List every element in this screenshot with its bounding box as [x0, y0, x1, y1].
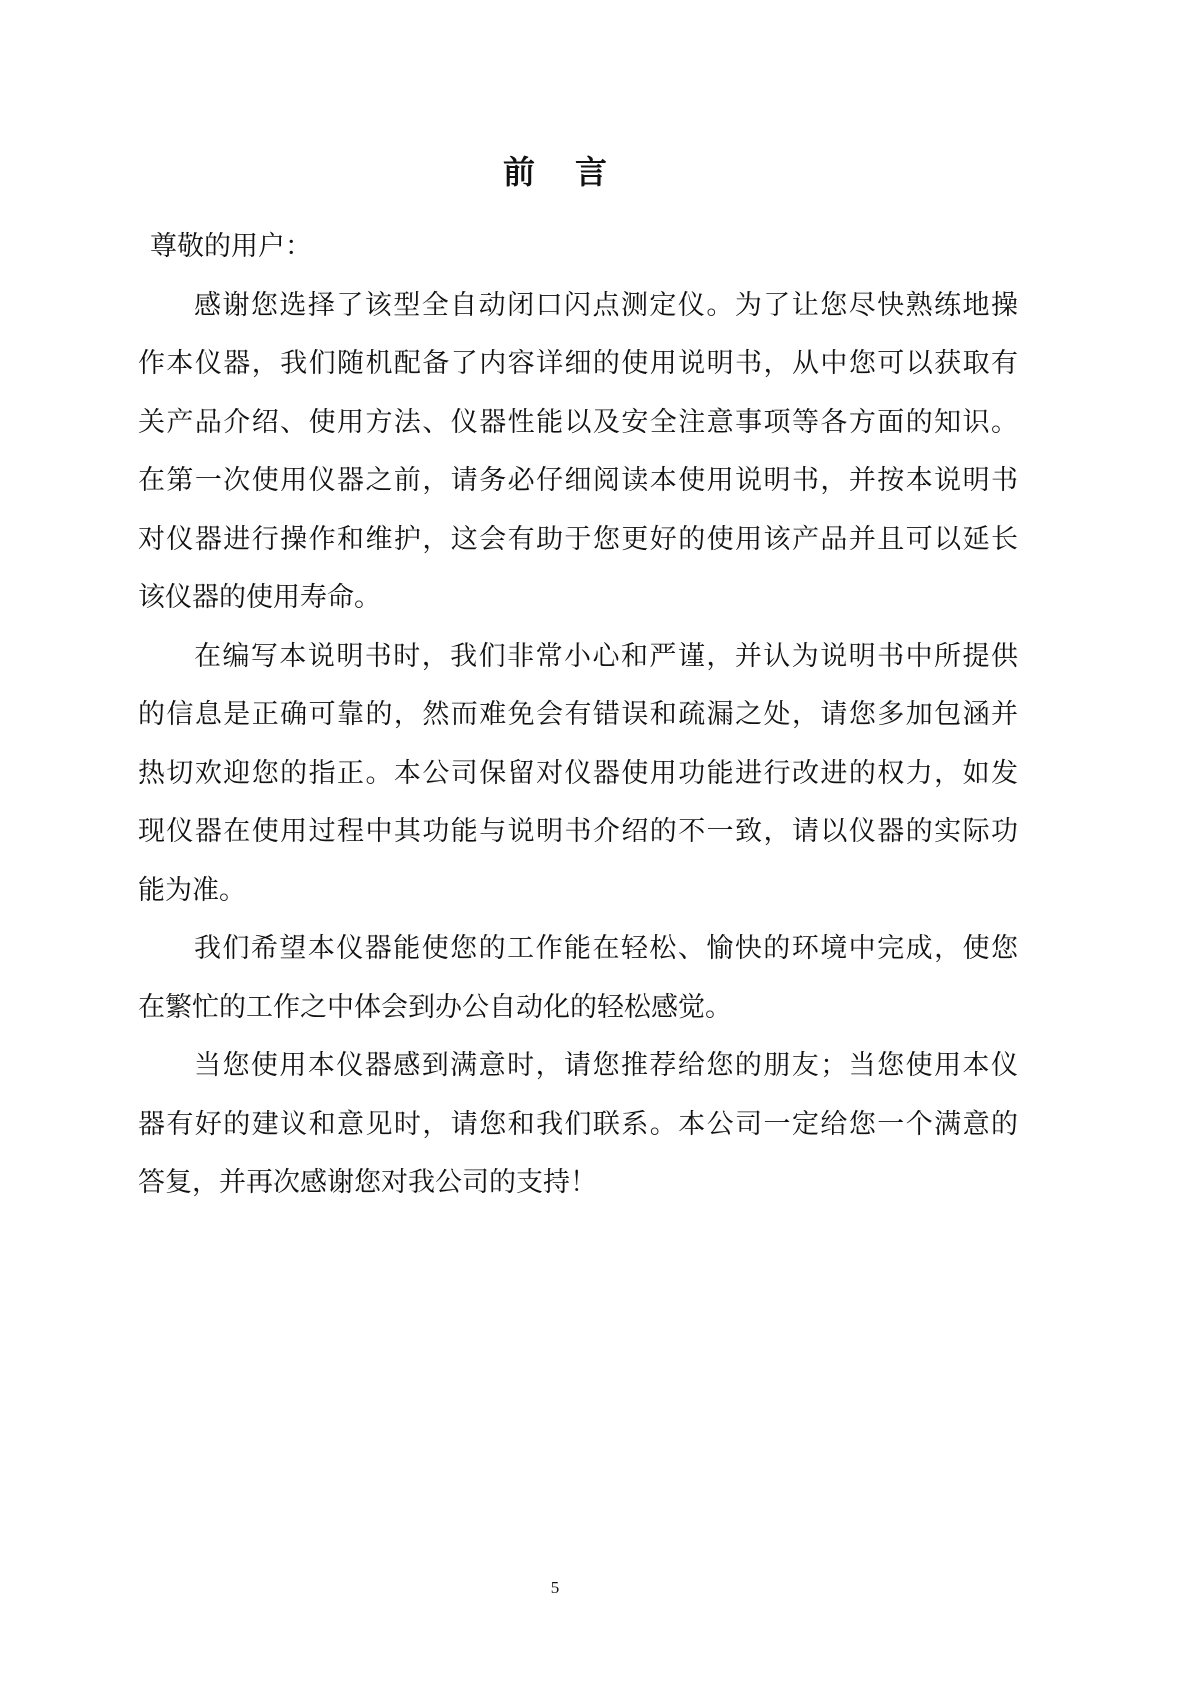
page-title: [0, 150, 1110, 194]
paragraph-line: 对仪器进行操作和维护，这会有助于您更好的使用该产品并且可以延长: [138, 523, 1018, 555]
salutation: 尊敬的用户：: [150, 231, 312, 262]
paragraph-line: 答复，并再次感谢您对我公司的支持！: [138, 1167, 597, 1198]
paragraph-line: 关产品介绍、使用方法、仪器性能以及安全注意事项等各方面的知识。: [138, 406, 1018, 438]
page-number: 5: [550, 1578, 560, 1597]
paragraph-line: 在繁忙的工作之中体会到办公自动化的轻松感觉。: [138, 991, 732, 1023]
paragraph-line: 作本仪器，我们随机配备了内容详细的使用说明书，从中您可以获取有: [138, 348, 1018, 379]
paragraph-line: 能为准。: [138, 874, 246, 906]
paragraph-line: 该仪器的使用寿命。: [138, 582, 381, 613]
paragraph-line: 在编写本说明书时，我们非常小心和严谨，并认为说明书中所提供: [194, 640, 1018, 672]
title-char-2: 言: [575, 153, 608, 191]
paragraph-line: 我们希望本仪器能使您的工作能在轻松、愉快的环境中完成，使您: [194, 933, 1018, 964]
paragraph-2: [138, 628, 1018, 921]
paragraph-line: 热切欢迎您的指正。本公司保留对仪器使用功能进行改进的权力，如发: [138, 757, 1018, 789]
paragraph-line: 当您使用本仪器感到满意时，请您推荐给您的朋友；当您使用本仪: [194, 1050, 1018, 1081]
preface-body: [138, 218, 1018, 1213]
paragraph-4: [138, 1037, 1018, 1213]
paragraph-3: [138, 920, 1018, 1037]
paragraph-line: 在第一次使用仪器之前，请务必仔细阅读本使用说明书，并按本说明书: [138, 465, 1018, 496]
paragraph-1: [138, 277, 1018, 628]
paragraph-line: 现仪器在使用过程中其功能与说明书介绍的不一致，请以仪器的实际功: [138, 816, 1018, 847]
title-char-1: 前: [502, 153, 535, 191]
paragraph-line: 器有好的建议和意见时，请您和我们联系。本公司一定给您一个满意的: [138, 1108, 1018, 1140]
paragraph-line: 的信息是正确可靠的，然而难免会有错误和疏漏之处，请您多加包涵并: [138, 699, 1018, 730]
paragraph-line: 感谢您选择了该型全自动闭口闪点测定仪。为了让您尽快熟练地操: [194, 289, 1018, 321]
